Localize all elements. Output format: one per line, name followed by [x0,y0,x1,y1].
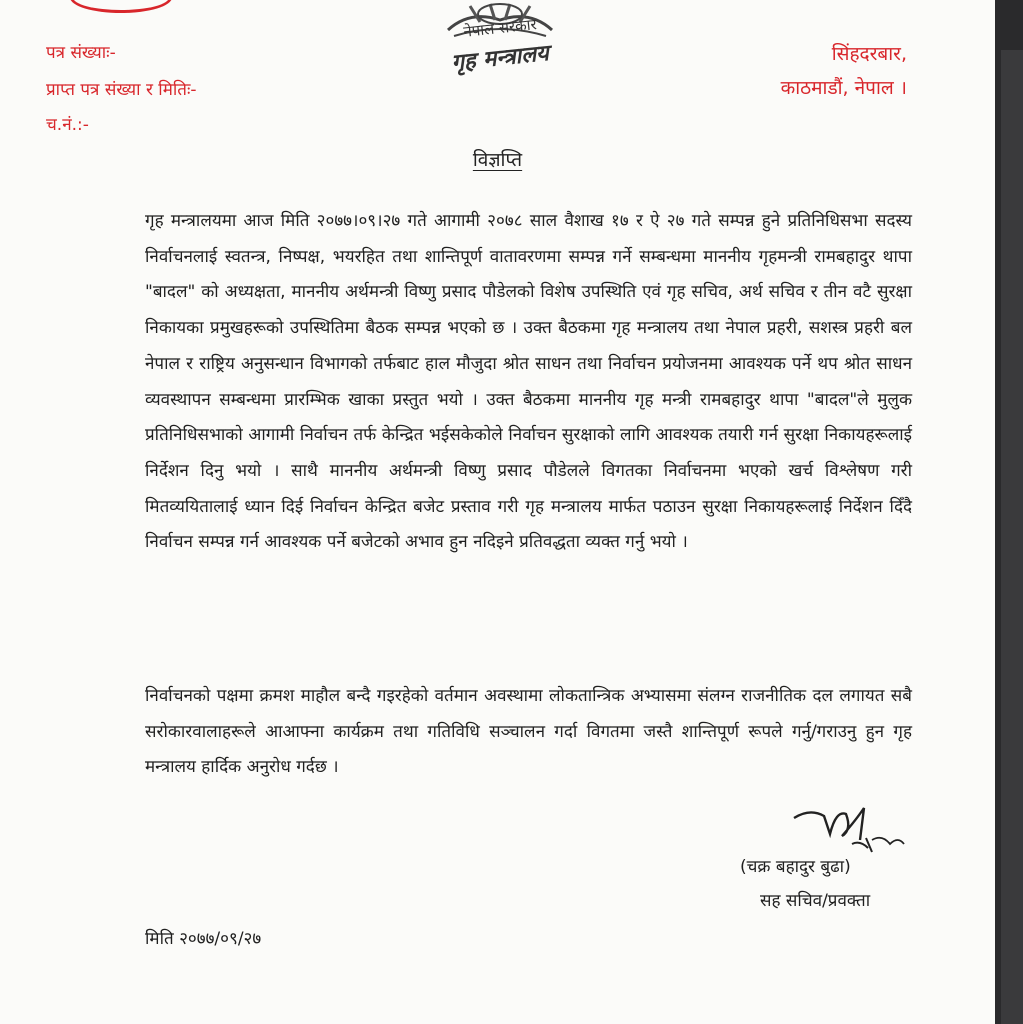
notice-date: मिति २०७७/०९/२७ [145,929,262,949]
address-line-2: काठमाडौं, नेपाल । [780,77,907,99]
address-line-1: सिंहदरबार, [831,43,907,65]
seal-partial [70,0,172,13]
notice-paragraph-2: निर्वाचनको पक्षमा क्रमश माहौल बन्दै गइरहेको वर्तमान अवस्थामा लोकतान्त्रिक अभ्यासमा संलग्न राजनीतिक दल लगायत सबै सरोकारवालाहरूले आआफ्ना कार्यक्रम तथा गतिविधि सञ्चालन गर्दा विगतमा जस्तै शान्तिपूर्ण रूपले गर्नु/गराउनु हुन गृह मन्त्रालय हार्दिक अनुरोध गर्दछ । [145,686,912,778]
dispatch-number-label: च.नं.:- [46,115,89,135]
received-letter-label: प्राप्त पत्र संख्या र मितिः- [46,80,197,100]
signatory-designation: सह सचिव/प्रवक्ता [760,891,871,911]
notice-paragraph-1: गृह मन्त्रालयमा आज मिति २०७७।०९।२७ गते आगामी २०७८ साल वैशाख १७ र ऐ २७ गते सम्पन्न हुने प्रतिनिधिसभा सदस्य निर्वाचनलाई स्वतन्त्र, निष्पक्ष, भयरहित तथा शान्तिपूर्ण वातावरणमा सम्पन्न गर्ने सम्बन्धमा माननीय गृहमन्त्री रामबहादुर थापा "बादल" को अध्यक्षता, माननीय अर्थमन्त्री विष्णु प्रसाद पौडेलको विशेष उपस्थिति एवं गृह सचिव, अर्थ सचिव र तीन वटै सुरक्षा निकायका प्रमुखहरूको उपस्थितिमा बैठक सम्पन्न भएको छ । उक्त बैठकमा गृह मन्त्रालय तथा नेपाल प्रहरी, सशस्त्र प्रहरी बल नेपाल र राष्ट्रिय अनुसन्धान विभागको तर्फबाट हाल मौजुदा श्रोत साधन तथा निर्वाचन प्रयोजनमा आवश्यक पर्ने थप श्रोत साधन व्यवस्थापन सम्बन्धमा प्रारम्भिक खाका प्रस्तुत भयो । उक्त बैठकमा माननीय गृह मन्त्री रामबहादुर थापा "बादल"ले मुलुक प्रतिनिधिसभाको आगामी निर्वाचन तर्फ केन्द्रित भईसकेकोले निर्वाचन सुरक्षाको लागि आवश्यक तयारी गर्न सुरक्षा निकायहरूलाई निर्देशन दिनु भयो । साथै माननीय अर्थमन्त्री विष्णु प्रसाद पौडेलले विगतका निर्वाचनमा भएको खर्च विश्लेषण गरी मितव्ययितालाई ध्यान दिई निर्वाचन केन्द्रित बजेट प्रस्ताव गरी गृह मन्त्रालय मार्फत पठाउन सुरक्षा निकायहरूलाई निर्देशन दिँदै निर्वाचन सम्पन्न गर्न आवश्यक पर्ने बजेटको अभाव हुन नदिइने प्रतिवद्धता व्यक्त गर्नु भयो । [145,211,912,553]
notice-title: विज्ञप्ति [472,149,523,171]
signatory-name: (चक्र बहादुर बुढा) [740,857,851,877]
background-strip [1001,50,1023,1024]
reference-number-label: पत्र संख्याः- [46,43,116,63]
ministry-name: गृह मन्त्रालय [450,40,550,77]
background-edge [995,0,1023,1024]
government-name: नेपाल सरकार [462,15,538,41]
